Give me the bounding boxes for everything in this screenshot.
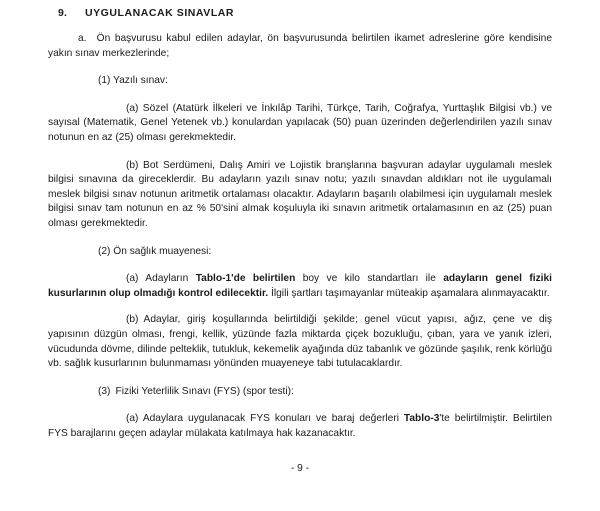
spacer: [48, 259, 552, 272]
paragraph-item-1-heading: (1) Yazılı sınav:: [98, 75, 168, 87]
section-number: 9.: [58, 7, 68, 19]
paragraph-item-2a-prefix: (a) Adayların: [126, 273, 196, 285]
spacer: [48, 61, 552, 74]
paragraph-item-3a-prefix: (a) Adaylara uygulanacak FYS konuları ve baraj değerleri: [126, 413, 404, 425]
spacer: [48, 19, 552, 32]
paragraph-item-2-heading: (2) Ön sağlık muayenesi:: [98, 245, 212, 257]
paragraph-item-2a-suffix: İlgili şartları taşımayanlar müteakip aşamalara alınmayacaktır.: [268, 287, 550, 299]
paragraph-item-2a: [48, 272, 552, 301]
spacer: [48, 232, 552, 245]
page-number-footer: - 9 -: [290, 463, 310, 474]
paragraph-item-1a: (a) Sözel (Atatürk İlkeleri ve İnkılâp Tarihi, Türkçe, Tarih, Coğrafya, Yurttaşlık Bilgisi vb.) ve sayısal (Matematik, Genel Yetenek vb.) konulardan yapılacak (50) puan üzerinden değerlendirilen yazılı sınav notunun en az (25) olması gerekmektedir.: [48, 102, 552, 143]
page-title: UYGULANACAK SINAVLAR: [85, 7, 235, 19]
spacer: [48, 89, 552, 102]
page-content: [48, 0, 552, 441]
spacer: [48, 301, 552, 313]
paragraph-item-3a-bold-tablo3: Tablo-3: [403, 413, 440, 425]
paragraph-item-2a-bold-kontrol: adayların genel fiziki kusurlarının olup olmadığı kontrol edilecektir.: [48, 273, 552, 299]
paragraph-item-2b: (b) Adaylar, giriş koşullarında belirtildiği şekilde; genel vücut yapısı, ağız, çene ve diş yapısının düzgün olması, frengi, kellik, yüzünde fazla miktarda çiçek bozukluğu, çıban, yara ve yanık izleri, vücudunda dövme, dilinde pelteklik, tutukluk, kekemelik ayağında düz tabanlık ve gözünde şaşılık, renk körlüğü vb. sağlık kusurlarının bulunmaması yönünden muayeneye tabi tutulacaklardır.: [48, 314, 552, 370]
paragraph-item-2a-middle: boy ve kilo standartları ile: [295, 273, 444, 285]
paragraph-item-2a-bold-tablo1: Tablo-1'de belirtilen: [195, 273, 296, 285]
paragraph-item-3a: [48, 412, 552, 441]
paragraph-a-intro: a. Ön başvurusu kabul edilen adaylar, ön başvurusunda belirtilen ikamet adreslerine göre kendisine yakın sınav merkezlerinde;: [48, 33, 552, 59]
spacer: [48, 146, 552, 159]
paragraph-item-3-heading: (3) Fiziki Yeterlilik Sınavı (FYS) (spor testi):: [98, 385, 294, 397]
paragraph-item-1b: (b) Bot Serdümeni, Dalış Amiri ve Lojistik branşlarına başvuran adaylar uygulamalı meslek bilgisi sınavına da gireceklerdir. Bu adayların yazılı sınav notu; yazılı sınavdan aldıkları not ile uygulamalı meslek bilgisi sınav notunun aritmetik ortalaması olacaktır. Adayların başarılı olabilmesi için uygulamalı meslek bilgisi sınav tam notunun en az % 50'sini almak koşuluyla iki sınavın aritmetik ortalamasının en az (25) puan olması gerekmektedir.: [48, 159, 552, 229]
spacer: [48, 399, 552, 412]
section-heading: [48, 7, 552, 19]
spacer: [48, 372, 552, 385]
paragraph-item-3a-suffix: 'te belirtilmiştir. Belirtilen FYS barajlarını geçen adaylar mülakata katılmaya hak kazanacaktır.: [48, 413, 552, 439]
